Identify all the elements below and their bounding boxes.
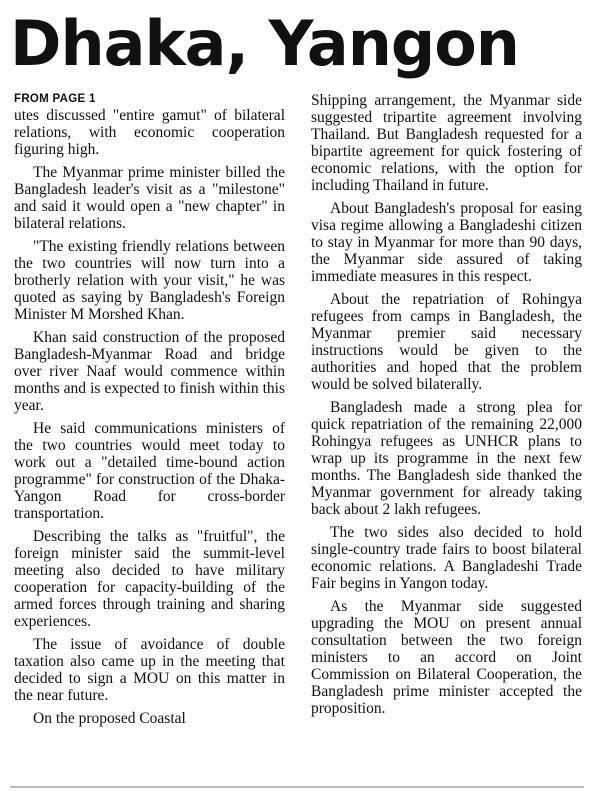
headline: Dhaka, Yangon — [10, 7, 519, 80]
continued-from-kicker: FROM PAGE 1 — [14, 93, 96, 105]
column-right — [311, 92, 582, 788]
paragraph: Shipping arrangement, the Myanmar side suggested tripartite agreement involving Thailand. But Bangladesh requested for a bipartite agreement for quick fostering of economic relations, with the option for including Thailand in future. — [311, 92, 582, 194]
paragraph: On the proposed Coastal — [33, 710, 186, 727]
paragraph: Bangladesh made a strong plea for quick repatriation of the remaining 22,000 Rohingya refugees as UNHCR plans to wrap up its programme in the next few months. The Bangladesh side thanked the Myanmar government for already taking back about 2 lakh refugees. — [311, 399, 582, 518]
paragraph: About the repatriation of Rohingya refugees from camps in Bangladesh, the Myanmar premier said necessary instructions would be given to the authorities and hoped that the problem would be solved bilaterally. — [311, 291, 582, 393]
paragraph: He said communications ministers of the two countries would meet today to work out a "detailed time-bound action programme" for construction of the Dhaka-Yangon Road for cross-border transportation. — [14, 420, 285, 522]
paragraph: Describing the talks as "fruitful", the foreign minister said the summit-level meeting also decided to have military cooperation for capacity-building of the armed forces through training and sharing experiences. — [14, 528, 285, 630]
paragraph: utes discussed "entire gamut" of bilateral relations, with economic cooperation figuring high. — [14, 107, 285, 158]
paragraph: "The existing friendly relations between the two countries will now turn into a brotherly relation with your visit," he was quoted as saying by Bangladesh's Foreign Minister M Morshed Khan. — [14, 238, 285, 323]
bottom-rule — [10, 786, 584, 788]
paragraph: The two sides also decided to hold single-country trade fairs to boost bilateral economic relations. A Bangladeshi Trade Fair begins in Yangon today. — [311, 524, 582, 592]
article-body — [14, 92, 582, 788]
paragraph: The Myanmar prime minister billed the Bangladesh leader's visit as a "milestone" and said it would open a "new chapter" in bilateral relations. — [14, 164, 285, 232]
paragraph: About Bangladesh's proposal for easing visa regime allowing a Bangladeshi citizen to stay in Myanmar for more than 90 days, the Myanmar side assured of taking immediate measures in this respect. — [311, 200, 582, 285]
paragraph: Khan said construction of the proposed Bangladesh-Myanmar Road and bridge over river Naaf would commence within months and is expected to finish within this year. — [14, 329, 285, 414]
column-left — [14, 92, 285, 788]
paragraph: The issue of avoidance of double taxation also came up in the meeting that decided to sign a MOU on this matter in the near future. — [14, 636, 285, 704]
paragraph: As the Myanmar side suggested upgrading the MOU on present annual consultation between the two foreign ministers to an accord on Joint Commission on Bilateral Cooperation, the Bangladesh prime minister accepted the proposition. — [311, 598, 582, 717]
